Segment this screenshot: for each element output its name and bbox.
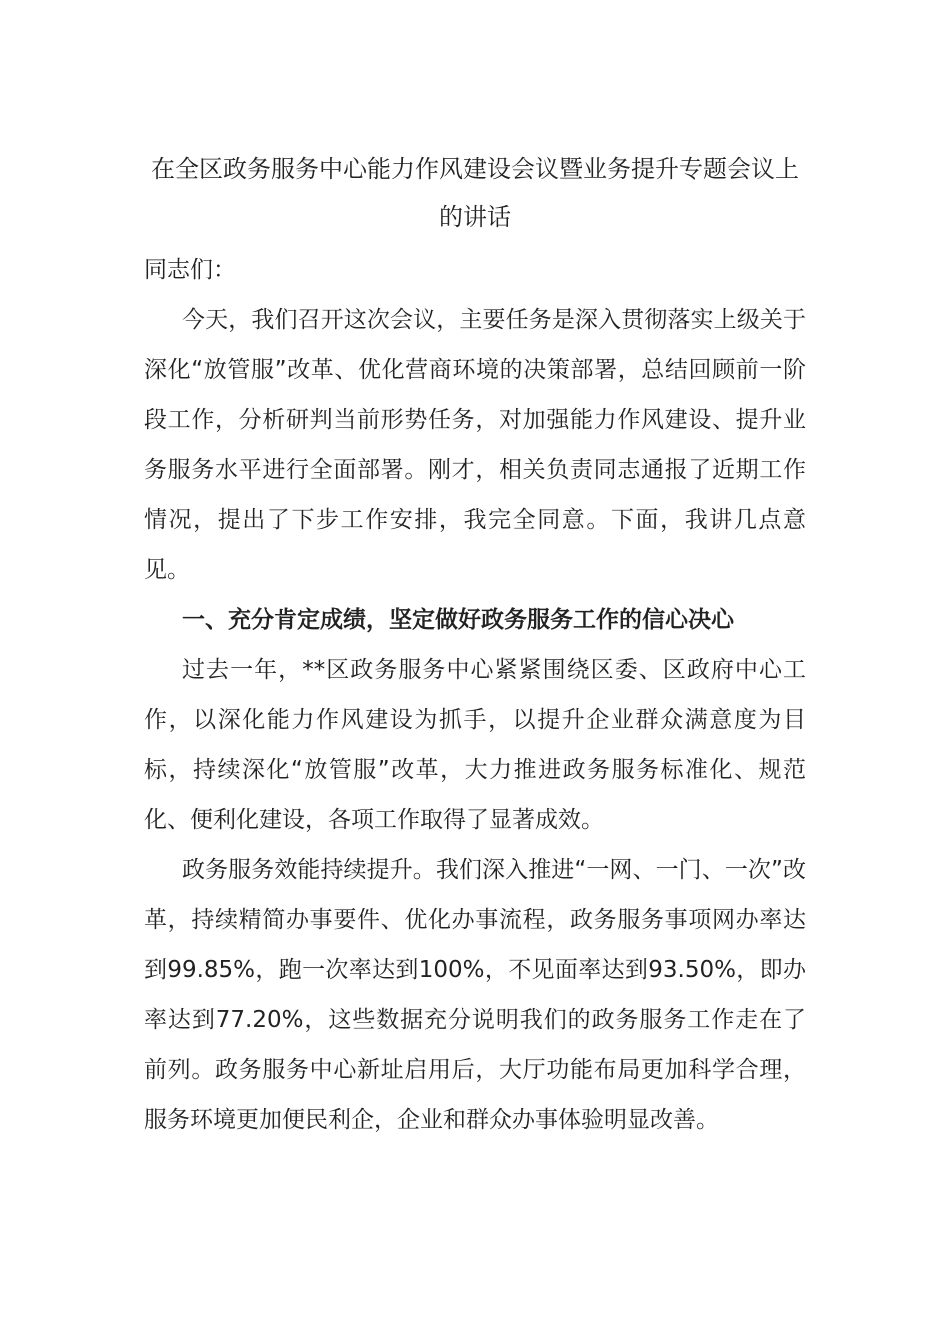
intro-paragraph: 今天，我们召开这次会议，主要任务是深入贯彻落实上级关于深化“放管服”改革、优化营商环境的决策部署，总结回顾前一阶段工作，分析研判当前形势任务，对加强能力作风建设、提升业务服务水平进行全面部署。刚才，相关负责同志通报了近期工作情况，提出了下步工作安排，我完全同意。下面，我讲几点意见。 — [144, 307, 806, 583]
document-page — [144, 145, 806, 1145]
salutation: 同志们： — [144, 257, 236, 283]
section-paragraph-2: 政务服务效能持续提升。我们深入推进“一网、一门、一次”改革，持续精简办事要件、优化办事流程，政务服务事项网办率达到99.85%，跑一次率达到100%，不见面率达到93.50%，即办率达到77.20%，这些数据充分说明我们的政务服务工作走在了前列。政务服务中心新址启用后，大厅功能布局更加科学合理，服务环境更加便民利企，企业和群众办事体验明显改善。 — [144, 857, 806, 1133]
section-paragraph-1: 过去一年，**区政务服务中心紧紧围绕区委、区政府中心工作，以深化能力作风建设为抓手，以提升企业群众满意度为目标，持续深化“放管服”改革，大力推进政务服务标准化、规范化、便利化建设，各项工作取得了显著成效。 — [144, 657, 806, 833]
section-heading: 一、充分肯定成绩，坚定做好政务服务工作的信心决心 — [182, 607, 734, 633]
document-title: 在全区政务服务中心能力作风建设会议暨业务提升专题会议上的讲话 — [151, 155, 799, 231]
